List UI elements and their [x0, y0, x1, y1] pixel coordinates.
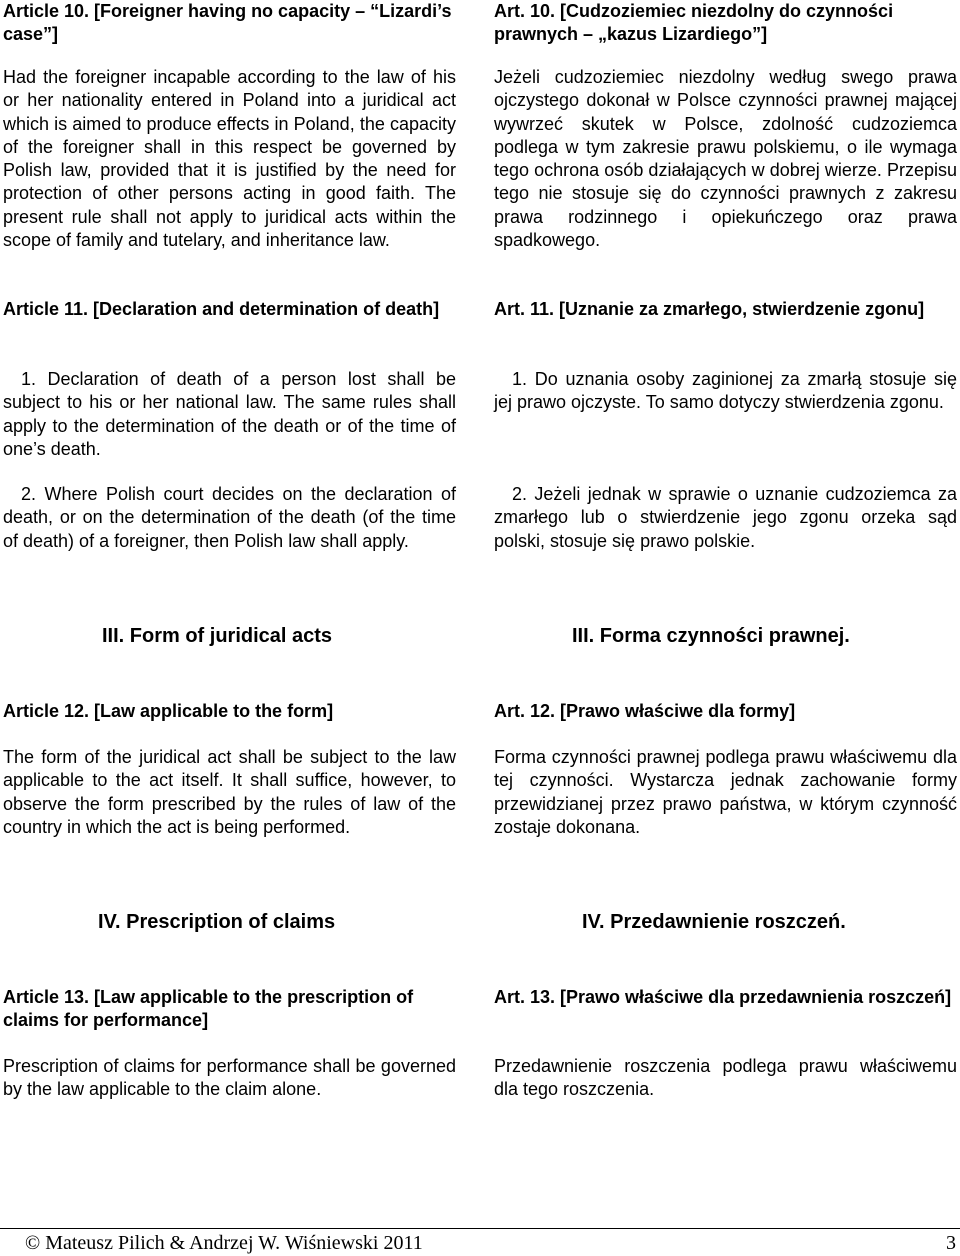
right-art11 — [494, 298, 957, 321]
right-art12-title: Art. 12. [Prawo właściwe dla formy] — [494, 701, 796, 721]
right-art11-p2-block — [494, 483, 957, 553]
left-art10-body: Had the foreigner incapable according to the law of his or her nationality entered in Poland into a juridical act which is aimed to produce effects in Poland, the capacity of the foreigner shall in this respect be governed by Polish law, provided that it is justified by the need for protection of other persons acting in good faith. The present rule shall not apply to juridical acts within the scope of family and tutelary, and inheritance law. — [3, 67, 456, 251]
right-art12-body-block — [494, 746, 957, 839]
page-number: 3 — [946, 1232, 956, 1254]
left-art12 — [3, 700, 456, 723]
right-art12 — [494, 700, 957, 723]
right-art12-body: Forma czynności prawnej podlega prawu właściwemu dla tej czynności. Wystarcza jednak zachowanie formy przewidzianej przez prawo państwa, w którym czynność zostaje dokonana. — [494, 747, 957, 837]
right-art10 — [494, 0, 957, 47]
left-art12-body-block — [3, 746, 456, 839]
right-art10-body-block — [494, 66, 957, 252]
left-art13 — [3, 986, 456, 1033]
right-art11-p2: 2. Jeżeli jednak w sprawie o uznanie cudzoziemca za zmarłego lub o stwierdzenie jego zgonu orzeka sąd polski, stosuje się prawo polskie. — [494, 484, 957, 551]
left-art10-body-block — [3, 66, 456, 252]
left-art12-body: The form of the juridical act shall be subject to the law applicable to the act itself. It shall suffice, however, to observe the form prescribed by the rules of law of the country in which the act is being performed. — [3, 747, 456, 837]
right-art13-title: Art. 13. [Prawo właściwe dla przedawnienia roszczeń] — [494, 987, 952, 1007]
left-art11-title: Article 11. [Declaration and determination of death] — [3, 299, 440, 319]
copyright-icon: © — [25, 1232, 41, 1254]
left-art13-body: Prescription of claims for performance shall be governed by the law applicable to the claim alone. — [3, 1056, 456, 1100]
left-art11-p1: 1. Declaration of death of a person lost shall be subject to his or her national law. The same rules shall apply to the determination of the death or of the time of one’s death. — [3, 369, 456, 459]
right-art10-title: Art. 10. [Cudzoziemiec niezdolny do czynności prawnych – „kazus Lizardiego”] — [494, 1, 894, 45]
left-art13-title: Article 13. [Law applicable to the prescription of claims for performance] — [3, 987, 414, 1031]
left-art13-body-block — [3, 1055, 456, 1102]
left-art12-title: Article 12. [Law applicable to the form] — [3, 701, 334, 721]
left-art11-p2: 2. Where Polish court decides on the declaration of death, or on the determination of the death (of the time of death) of a foreigner, then Polish law shall apply. — [3, 484, 456, 551]
right-art13 — [494, 986, 957, 1009]
left-art11-p1-block — [3, 368, 456, 461]
left-art10 — [3, 0, 456, 47]
page-footer — [0, 1228, 960, 1254]
right-art13-body: Przedawnienie roszczenia podlega prawu właściwemu dla tego roszczenia. — [494, 1056, 957, 1100]
left-art11-p2-block — [3, 483, 456, 553]
footer-author-line — [25, 1231, 423, 1255]
right-section-4-heading: IV. Przedawnienie roszczeń. — [582, 911, 846, 933]
right-art11-title: Art. 11. [Uznanie za zmarłego, stwierdzenie zgonu] — [494, 299, 925, 319]
right-art11-p1-block — [494, 368, 957, 415]
right-art10-body: Jeżeli cudzoziemiec niezdolny według swego prawa ojczystego dokonał w Polsce czynności prawnej mającej wywrzeć skutek w Polsce, zdolność cudzoziemca podlega w tym zakresie prawu polskiemu, o ile wymaga tego ochrona osób działających w dobrej wierze. Przepisu tego nie stosuje się do czynności prawnych z zakresu prawa rodzinnego i opiekuńczego oraz prawa spadkowego. — [494, 67, 957, 251]
left-art10-title: Article 10. [Foreigner having no capacity – “Lizardi’s case”] — [3, 1, 452, 45]
right-art11-p1: 1. Do uznania osoby zaginionej za zmarłą stosuje się jej prawo ojczyste. To samo dotyczy stwierdzenia zgonu. — [494, 369, 957, 413]
right-art13-body-block — [494, 1055, 957, 1102]
left-art11 — [3, 298, 456, 321]
left-section-3-heading: III. Form of juridical acts — [102, 625, 333, 647]
right-section-3-heading: III. Forma czynności prawnej. — [572, 625, 850, 647]
left-section-4-heading: IV. Prescription of claims — [98, 911, 336, 933]
footer-author: Mateusz Pilich & Andrzej W. Wiśniewski 2011 — [45, 1232, 423, 1254]
